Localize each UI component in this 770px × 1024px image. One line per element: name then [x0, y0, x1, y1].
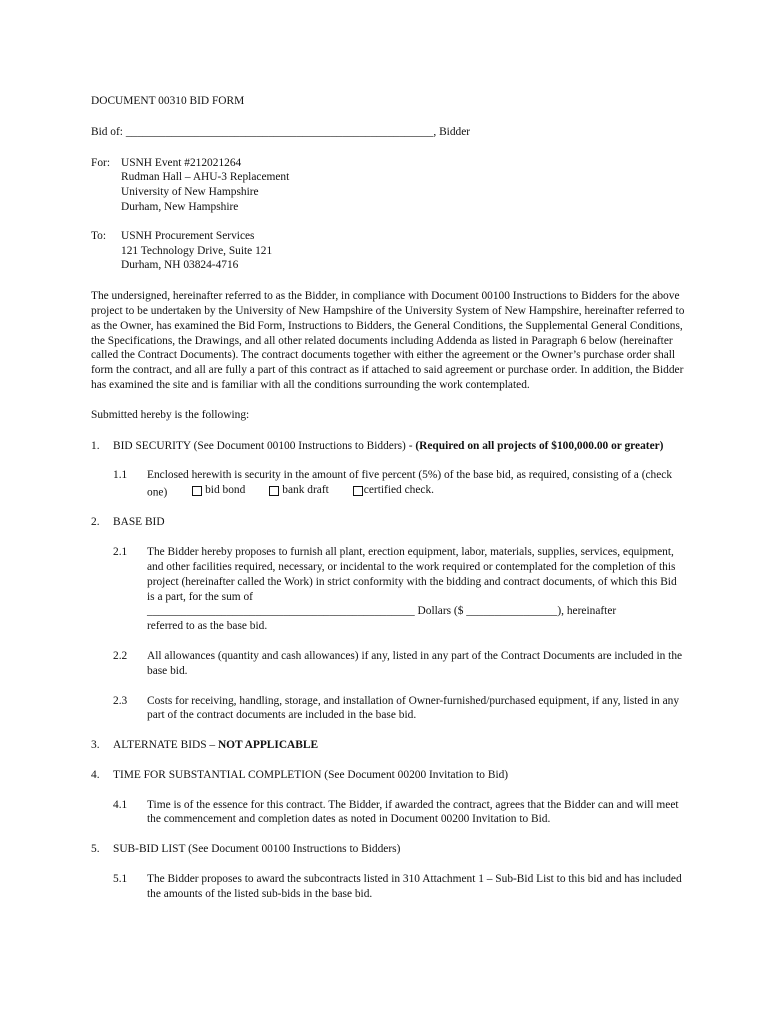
bank-draft-label: bank draft [282, 484, 329, 497]
for-address-block [91, 156, 687, 215]
subsection-number: 1.1 [113, 469, 128, 482]
subsection-number: 2.3 [113, 694, 128, 707]
intro-paragraph: The undersigned, hereinafter referred to as the Bidder, in compliance with Document 00100 Instructions to Bidders for the above project to be undertaken by the University of New Hampshire of the University System of New Hampshire, hereinafter referred to as the Owner, has examined the Bid Form, Instructions to Bidders, the General Conditions, the Supplemental General Conditions, the Specifications, the Drawings, and all other related documents including Addenda as listed in Paragraph 6 below (hereinafter called the Contract Documents). The contract documents together with either the agreement or the Owner’s purchase order shall form the contract, and all are fully a part of this contract as if attached to said agreement or purchase order. In addition, the Bidder has examined the site and is familiar with all the conditions surrounding the work contemplated. [91, 290, 685, 391]
section-number: 4. [91, 768, 100, 781]
section-title: SUB-BID LIST (See Document 00100 Instructions to Bidders) [113, 843, 401, 856]
certified-check-label: certified check. [363, 484, 434, 497]
bid-form-page [91, 94, 687, 917]
to-line: USNH Procurement Services [121, 229, 255, 242]
bid-of-suffix: , Bidder [433, 125, 471, 138]
section-title-bold: NOT APPLICABLE [217, 739, 319, 752]
certified-check-checkbox[interactable] [353, 486, 363, 496]
section-number: 1. [91, 439, 100, 452]
subsection-number: 4.1 [113, 798, 128, 811]
subsection-text: The Bidder proposes to award the subcontracts listed in 310 Attachment 1 – Sub-Bid List to this bid and has included the amounts of the listed sub-bids in the base bid. [147, 873, 682, 900]
subsection-4-1 [113, 798, 687, 828]
for-line: USNH Event #212021264 [121, 156, 242, 169]
bid-of-line [91, 125, 687, 140]
section-number: 5. [91, 843, 100, 856]
to-line: Durham, NH 03824-4716 [121, 259, 239, 272]
bid-bond-checkbox[interactable] [192, 486, 202, 496]
section-title-bold: (Required on all projects of $100,000.00 or greater) [415, 439, 664, 452]
subsection-1-1 [113, 468, 687, 500]
subsection-text-end: referred to as the base bid. [147, 620, 268, 633]
bank-draft-checkbox[interactable] [269, 486, 279, 496]
section-base-bid [91, 515, 687, 530]
for-label: For: [91, 156, 110, 169]
for-line: Durham, New Hampshire [121, 200, 239, 213]
bid-bond-label: bid bond [205, 484, 246, 497]
bid-of-label: Bid of: [91, 125, 123, 138]
base-bid-amount-blanks[interactable]: _______________________________________________ Dollars ($ ________________), hereinafter [147, 605, 617, 618]
subsection-text: Time is of the essence for this contract. The Bidder, if awarded the contract, agrees that the Bidder can and will meet the commencement and completion dates as noted in Document 00200 Invitation to Bid. [147, 798, 679, 826]
section-title: BASE BID [113, 516, 165, 529]
document-title: DOCUMENT 00310 BID FORM [91, 95, 245, 107]
subsection-2-1 [113, 545, 687, 634]
section-number: 2. [91, 516, 100, 529]
submitted-heading: Submitted hereby is the following: [91, 408, 250, 421]
subsection-text: The Bidder hereby proposes to furnish all plant, erection equipment, labor, materials, supplies, services, equipment, and other facilities required, necessary, or incidental to the work required or contemplated for the completion of this project (hereinafter called the Work) in strict conformity with the bidding and contract documents, of which this Bid is a part, for the sum of [147, 546, 677, 603]
subsection-number: 5.1 [113, 873, 128, 886]
for-line: Rudman Hall – AHU-3 Replacement [121, 171, 290, 184]
section-substantial-completion [91, 768, 687, 783]
section-title: TIME FOR SUBSTANTIAL COMPLETION (See Document 00200 Invitation to Bid) [113, 768, 509, 781]
bidder-name-blank[interactable]: ______________________________________________________ [125, 125, 434, 138]
subsection-number: 2.1 [113, 546, 128, 559]
section-title: ALTERNATE BIDS – [113, 739, 218, 752]
section-number: 3. [91, 739, 100, 752]
subsection-2-3 [113, 694, 687, 724]
subsection-number: 2.2 [113, 649, 128, 662]
section-bid-security [91, 439, 687, 454]
for-line: University of New Hampshire [121, 186, 259, 199]
section-sub-bid-list [91, 842, 687, 857]
section-title: BID SECURITY (See Document 00100 Instructions to Bidders) - [113, 439, 416, 452]
to-line: 121 Technology Drive, Suite 121 [121, 244, 273, 257]
subsection-text: Enclosed herewith is security in the amount of five percent (5%) of the base bid, as required, consisting of a (check one) [147, 469, 673, 499]
subsection-2-2 [113, 649, 687, 679]
to-address-block [91, 229, 687, 273]
subsection-5-1 [113, 872, 687, 902]
to-label: To: [91, 229, 107, 242]
subsection-text: Costs for receiving, handling, storage, and installation of Owner-furnished/purchased equipment, if any, listed in any part of the contract documents are included in the base bid. [147, 694, 680, 722]
section-alternate-bids [91, 738, 687, 753]
subsection-text: All allowances (quantity and cash allowances) if any, listed in any part of the Contract Documents are included in the base bid. [147, 649, 683, 677]
